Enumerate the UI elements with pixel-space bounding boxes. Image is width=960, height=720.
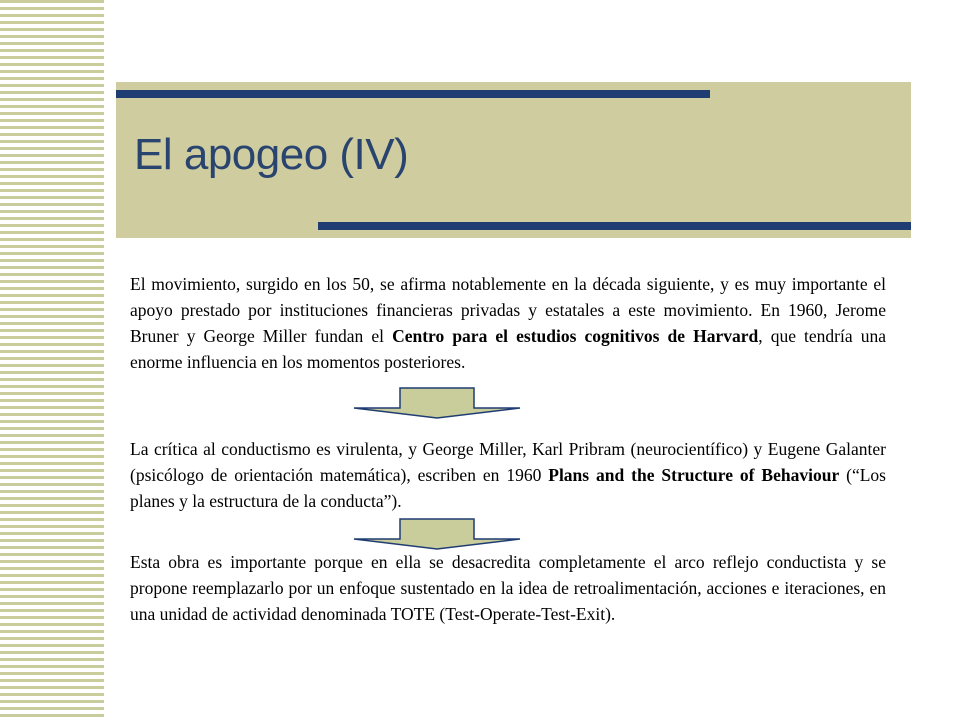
- paragraph-2: [130, 436, 886, 514]
- slide-title: El apogeo (IV): [134, 130, 409, 179]
- paragraph-1-bold-centro: Centro para el estudios cognitivos de Harvard: [392, 326, 759, 346]
- paragraph-3: [130, 549, 886, 627]
- title-accent-bar-top: [116, 90, 710, 98]
- title-accent-bar-bottom: [318, 222, 911, 230]
- paragraph-2-text-b: (“Los planes y la estructura de la conducta”).: [130, 465, 886, 511]
- down-arrow-icon: [352, 386, 522, 420]
- paragraph-1-text-b: , que tendría una enorme influencia en los momentos posteriores.: [130, 326, 886, 372]
- paragraph-1-text-a: El movimiento, surgido en los 50, se afirma notablemente en la década siguiente, y es muy importante el apoyo prestado por instituciones financieras privadas y estatales a este movimiento. En 1960, Jerome Bruner y George Miller fundan el: [130, 274, 886, 346]
- paragraph-1: [130, 271, 886, 375]
- paragraph-3-text: Esta obra es importante porque en ella se desacredita completamente el arco reflejo conductista y se propone reemplazarlo por un enfoque sustentado en la idea de retroalimentación, acciones e iteraciones, en una unidad de actividad denominada TOTE (Test-Operate-Test-Exit).: [130, 552, 886, 624]
- left-stripe-decoration: [0, 0, 104, 720]
- paragraph-2-text-a: La crítica al conductismo es virulenta, y George Miller, Karl Pribram (neurocientífico) y Eugene Galanter (psicólogo de orientación matemática), escriben en 1960: [130, 439, 886, 485]
- paragraph-2-bold-book-title: Plans and the Structure of Behaviour: [548, 465, 840, 485]
- down-arrow-icon: [352, 517, 522, 551]
